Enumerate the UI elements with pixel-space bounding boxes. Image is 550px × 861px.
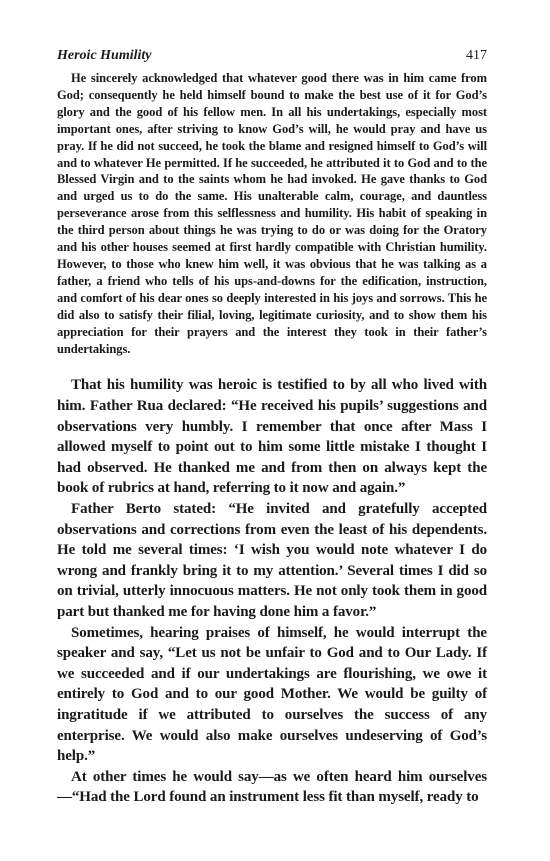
running-head xyxy=(57,48,487,66)
extract-block xyxy=(57,70,487,357)
running-title: Heroic Humility xyxy=(57,48,152,63)
extract-paragraph: He sincerely acknowledged that whatever good there was in him came from God; consequently he held himself bound to make the best use of it for God’s glory and the good of his fellow men. In all his undertakings, especially most important ones, after striving to know God’s will, he would pray and have us pray. If he did not succeed, he took the blame and resigned himself to God’s will and to whatever He permitted. If he succeeded, he attributed it to God and to the Blessed Virgin and to the saints whom he had invoked. He gave thanks to God and urged us to do the same. His unalterable calm, courage, and dauntless perseverance arose from this selflessness and humility. His habit of speaking in the third person about things he was trying to do or was doing for the Oratory and his other houses seemed at first hardly compatible with Christian humility. However, to those who knew him well, it was obvious that he was talking as a father, a friend who tells of his ups-and-downs for the edification, instruction, and comfort of his dear ones so deeply interested in his joys and sorrows. This he did also to satisfy their filial, loving, legitimate curiosity, and to show them his appreciation for their prayers and the interest they took in their father’s undertakings. xyxy=(57,71,487,356)
body-text xyxy=(57,375,487,807)
book-page xyxy=(57,48,487,808)
page-number: 417 xyxy=(466,48,487,63)
body-paragraph-2: Father Berto stated: “He invited and gratefully accepted observations and corrections from even the least of his dependents. He told me several times: ‘I wish you would note whatever I do wrong and frankly bring it to my attention.’ Several times I did so on trivial, utterly innocuous matters. He not only took them in good part but thanked me for having done him a favor.” xyxy=(57,500,487,620)
body-paragraph-4: At other times he would say—as we often heard him ourselves—“Had the Lord found an instrument less fit than myself, ready to xyxy=(57,768,487,806)
body-paragraph-1: That his humility was heroic is testified to by all who lived with him. Father Rua declared: “He received his pupils’ suggestions and observations very humbly. I remember that once after Mass I allowed myself to point out to him some little mistake I thought I had observed. He thanked me and from then on always kept the book of rubrics at hand, referring to it now and again.” xyxy=(57,377,487,497)
body-paragraph-3: Sometimes, hearing praises of himself, he would interrupt the speaker and say, “Let us not be unfair to God and to Our Lady. If we succeeded and if our undertakings are flourishing, we owe it entirely to God and to our good Mother. We would be guilty of ingratitude if we attributed to ourselves the success of any enterprise. We would also make ourselves undeserving of God’s help.” xyxy=(57,624,487,765)
